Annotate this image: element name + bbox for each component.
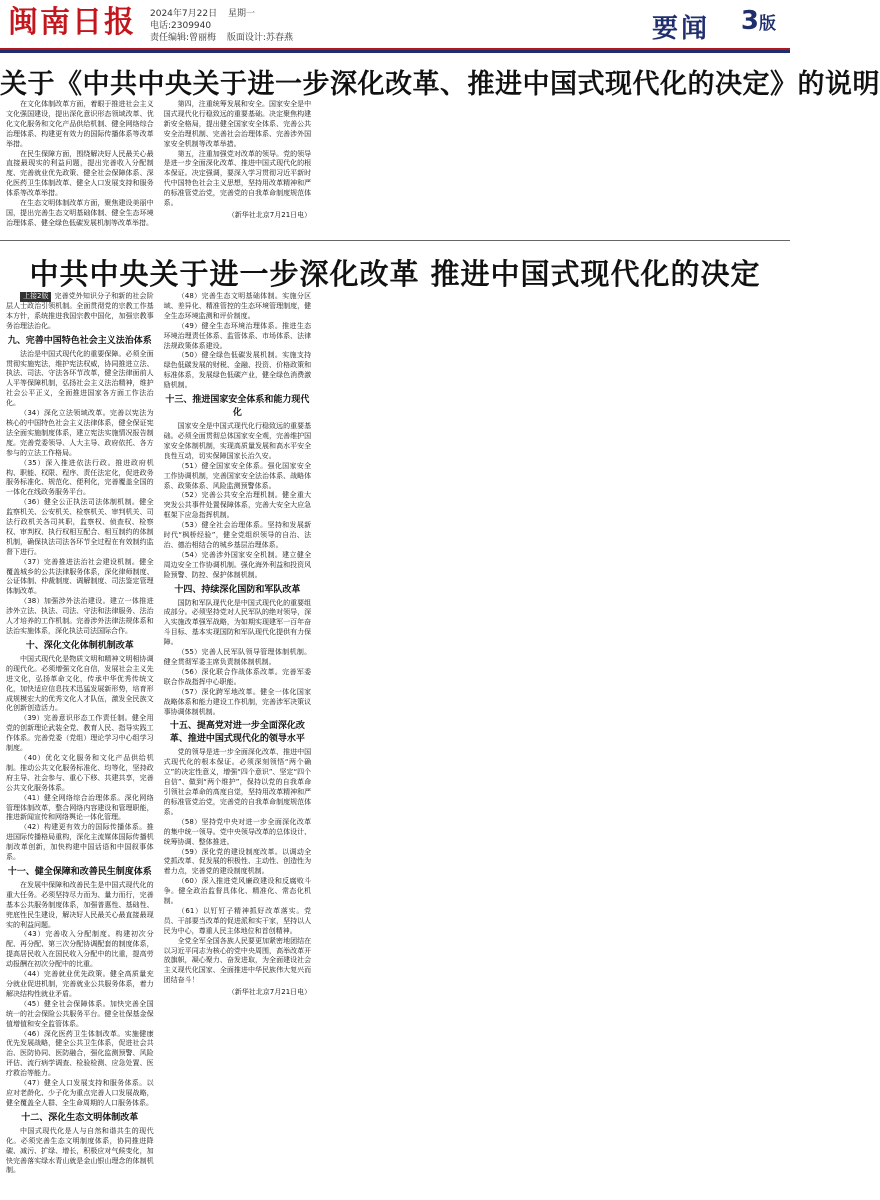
paragraph: 国防和军队现代化是中国式现代化的重要组成部分。必须坚持党对人民军队的绝对领导，深入实施改革强军战略，为如期实现建军一百年奋斗目标、基本实现国防和军队现代化提供有力保障。 (163, 598, 312, 647)
paragraph: 中国式现代化是物质文明和精神文明相协调的现代化。必须增强文化自信，发展社会主义先进文化，弘扬革命文化，传承中华优秀传统文化，加快适应信息技术迅猛发展新形势，培育形成规模宏大的优秀文化人才队伍，激发全民族文化创新创造活力。 (6, 654, 154, 713)
masthead (0, 0, 790, 50)
paragraph: 中国式现代化是人与自然和谐共生的现代化。必须完善生态文明制度体系，协同推进降碳、减污、扩绿、增长，积极应对气候变化，加快完善落实绿水青山就是金山银山理念的体制机制。 (6, 1126, 154, 1175)
paragraph: （38）加强涉外法治建设。建立一体推进涉外立法、执法、司法、守法和法律服务、法治人才培养的工作机制。完善涉外法律法规体系和法治实施体系，深化执法司法国际合作。 (6, 597, 154, 635)
paragraph: （42）构建更有效力的国际传播体系。推进国际传播格局重构，深化主流媒体国际传播机制改革创新，加快构建中国话语和中国叙事体系。 (6, 823, 154, 862)
issue-weekday: 星期一 (227, 9, 255, 19)
section-heading: 十、深化文化体制机制改革 (25, 640, 134, 651)
intro-paragraph (6, 292, 154, 332)
section-heading: 十二、深化生态文明体制改革 (21, 1112, 139, 1123)
paragraph: （46）深化医药卫生体制改革。实施健康优先发展战略，健全公共卫生体系，促进社会共治、医防协同、医防融合，强化监测预警、风险评估、流行病学调查、检验检测、应急处置、医疗救治等能力。 (6, 1029, 154, 1078)
byline-badge: 上接2版 (20, 292, 51, 302)
paragraph: 在生态文明体制改革方面，聚焦建设美丽中国，提出完善生态文明基础体制、健全生态环境治理体系、健全绿色低碳发展机制等改革举措。 (6, 199, 154, 227)
editor: 责任编辑:曾丽梅 (150, 33, 217, 43)
paragraph: （54）完善涉外国家安全机制。建立健全周边安全工作协调机制。强化海外利益和投资风险预警、防控、保护体制机制。 (163, 550, 312, 579)
paragraph: （34）深化立法领域改革。完善以宪法为核心的中国特色社会主义法律体系，健全保证宪法全面实施制度体系，建立宪法实施情况报告制度。完善党委领导、人大主导、政府依托、各方参与的立法工作格局。 (6, 409, 154, 457)
paragraph: （39）完善意识形态工作责任制。健全用党的创新理论武装全党、教育人民、指导实践工作体系。完善党委（党组）理论学习中心组学习制度。 (6, 714, 154, 753)
article-divider (0, 240, 790, 241)
paragraph: （37）完善推进法治社会建设机制。健全覆盖城乡的公共法律服务体系，深化律师制度、公证体制、仲裁制度、调解制度、司法鉴定管理体制改革。 (6, 557, 154, 596)
paragraph: （58）坚持党中央对进一步全面深化改革的集中统一领导。党中央领导改革的总体设计、统筹协调、整体推进。 (163, 817, 312, 846)
paragraph: （40）优化文化服务和文化产品供给机制。推动公共文化服务标准化、均等化，坚持政府主导、社会参与、重心下移、共建共享，完善公共文化服务体系。 (6, 753, 154, 792)
paragraph: （41）健全网络综合治理体系。深化网络管理体制改革，整合网络内容建设和管理职能，推进新闻宣传和网络舆论一体化管理。 (6, 793, 154, 822)
page-unit: 版 (759, 14, 776, 34)
paragraph: （60）深入推进党风廉政建设和反腐败斗争。健全政治监督具体化、精准化、常态化机制。 (163, 877, 312, 906)
newspaper-logo: 闽南日报 (8, 5, 136, 40)
paragraph: （53）健全社会治理体系。坚持和发展新时代“枫桥经验”，健全党组织领导的自治、法治、德治相结合的城乡基层治理体系。 (163, 521, 312, 549)
paragraph: （47）健全人口发展支持和服务体系。以应对老龄化、少子化为重点完善人口发展战略，健全覆盖全人群、全生命周期的人口服务体系。 (6, 1079, 154, 1107)
paragraph: 第四，注重统筹发展和安全。国家安全是中国式现代化行稳致远的重要基础。决定聚焦构建新安全格局，提出健全国家安全体系、完善公共安全治理机制、完善社会治理体系、完善涉外国家安全机制等改革举措。 (163, 100, 312, 148)
section-heading: 九、完善中国特色社会主义法治体系 (7, 335, 152, 346)
page-number-digit: 3 (740, 6, 759, 36)
paragraph: 全党全军全国各族人民要更加紧密地团结在以习近平同志为核心的党中央周围，高举改革开放旗帜，凝心聚力、奋发进取，为全面建设社会主义现代化国家、全面推进中华民族伟大复兴而团结奋斗！ (163, 936, 312, 985)
page-number (741, 6, 776, 36)
section-heading: 十五、提高党对进一步全面深化改革、推进中国式现代化的领导水平 (169, 721, 305, 745)
paragraph: 第五，注重加强党对改革的领导。党的领导是进一步全面深化改革、推进中国式现代化的根本保证。决定强调，要深入学习贯彻习近平新时代中国特色社会主义思想，坚持用改革精神和严的标准管党治党，完善党的自我革命制度规范体系。 (163, 149, 312, 208)
section-heading: 十四、持续深化国防和军队改革 (174, 584, 301, 595)
paragraph: （36）健全公正执法司法体制机制。健全监察机关、公安机关、检察机关、审判机关、司法行政机关各司其职，监察权、侦查权、检察权、审判权、执行权相互配合、相互制约的体制机制，确保执法司法各环节全过程在有效制约监督下进行。 (6, 498, 154, 556)
paragraph: （52）完善公共安全治理机制。健全重大突发公共事件处置保障体系，完善大安全大应急框架下应急指挥机制。 (163, 491, 312, 520)
paragraph: （59）深化党的建设制度改革。以调动全党抓改革、促发展的积极性、主动性、创造性为着力点，完善党的建设制度机制。 (163, 847, 312, 876)
article1-body (6, 100, 784, 238)
masthead-rule (0, 50, 790, 53)
paragraph: 党的领导是进一步全面深化改革、推进中国式现代化的根本保证。必须深刻领悟“两个确立”的决定性意义，增强“四个意识”、坚定“四个自信”、做到“两个维护”，保持以党的自我革命引领社会革命的高度自觉，坚持用改革精神和严的标准管党治党，完善党的自我革命制度规范体系。 (163, 748, 312, 816)
article1 (6, 100, 784, 238)
paragraph: （57）深化跨军地改革。健全一体化国家战略体系和能力建设工作机制，完善涉军决策议事协调体制机制。 (163, 687, 312, 716)
paragraph: （55）完善人民军队领导管理体制机制。健全贯彻军委主席负责制体制机制。 (163, 648, 312, 666)
signature: （新华社北京7月21日电） (227, 210, 312, 219)
paragraph: （61）以钉钉子精神抓好改革落实。党员、干部要当改革的促进派和实干家，坚持以人民为中心，尊重人民主体地位和首创精神。 (163, 906, 312, 935)
signature: （新华社北京7月21日电） (227, 988, 312, 997)
designer: 版面设计:苏春燕 (226, 33, 293, 43)
paragraph: 国家安全是中国式现代化行稳致远的重要基础。必须全面贯彻总体国家安全观，完善维护国家安全体制机制，实现高质量发展和高水平安全良性互动，切实保障国家长治久安。 (163, 422, 312, 460)
intro-text: 完善党外知识分子和新的社会阶层人士政治引领机制。全面贯彻党的宗教工作基本方针，系统推进我国宗教中国化，加强宗教事务治理法治化。 (6, 292, 154, 330)
paragraph: （48）完善生态文明基础体制。实施分区域、差异化、精准管控的生态环境管理制度，健全生态环境监测和评价制度。 (163, 292, 312, 320)
paragraph: （35）深入推进依法行政。推进政府机构、职能、权限、程序、责任法定化，促进政务服务标准化、规范化、便利化，完善覆盖全国的一体化在线政务服务平台。 (6, 458, 154, 497)
paragraph: 在发展中保障和改善民生是中国式现代化的重大任务。必须坚持尽力而为、量力而行，完善基本公共服务制度体系，加强普惠性、基础性、兜底性民生建设，解决好人民最关心最直接最现实的利益问题。 (6, 880, 154, 929)
paragraph: （49）健全生态环境治理体系。推进生态环境治理责任体系、监管体系、市场体系、法律法规政策体系建设。 (163, 321, 312, 350)
paragraph: （43）完善收入分配制度。构建初次分配、再分配、第三次分配协调配套的制度体系，提高居民收入在国民收入分配中的比重，提高劳动报酬在初次分配中的比重。 (6, 930, 154, 969)
section-name: 要闻 (651, 14, 710, 44)
article2-headline: 中共中央关于进一步深化改革 推进中国式现代化的决定 (29, 257, 761, 291)
article2 (6, 292, 784, 1196)
section-heading: 十三、推进国家安全体系和能力现代化 (165, 395, 310, 419)
section-heading: 十一、健全保障和改善民生制度体系 (7, 866, 152, 877)
article2-body (6, 292, 784, 1196)
paragraph: （56）深化联合作战体系改革。完善军委联合作战指挥中心职能。 (163, 667, 312, 686)
paragraph: （44）完善就业优先政策。健全高质量充分就业促进机制，完善就业公共服务体系，着力解决结构性就业矛盾。 (6, 970, 154, 998)
issue-meta (150, 8, 301, 44)
paragraph: （45）健全社会保障体系。加快完善全国统一的社会保险公共服务平台。健全社保基金保值增值和安全监管体系。 (6, 999, 154, 1028)
paragraph: 在文化体制改革方面，着眼于推进社会主义文化强国建设，提出深化意识形态领域改革、优化文化服务和文化产品供给机制、健全网络综合治理体系、构建更有效力的国际传播体系等改革举措。 (6, 100, 154, 148)
paragraph: 法治是中国式现代化的重要保障。必须全面贯彻实施宪法，维护宪法权威，协同推进立法、执法、司法、守法各环节改革，健全法律面前人人平等保障机制，弘扬社会主义法治精神，维护社会公平正义，全面推进国家各方面工作法治化。 (6, 349, 154, 408)
phone: 电话:2309940 (150, 21, 212, 31)
paragraph: 在民生保障方面，围绕解决好人民最关心最直接最现实的利益问题，提出完善收入分配制度、完善就业优先政策、健全社会保障体系、深化医药卫生体制改革、健全人口发展支持和服务体系等改革举措。 (6, 149, 154, 198)
paragraph: （51）健全国家安全体系。强化国家安全工作协调机制，完善国家安全法治体系、战略体系、政策体系、风险监测预警体系。 (163, 461, 312, 490)
paragraph: （50）健全绿色低碳发展机制。实施支持绿色低碳发展的财税、金融、投资、价格政策和标准体系，发展绿色低碳产业，健全绿色消费激励机制。 (163, 351, 312, 390)
issue-date: 2024年7月22日 (150, 9, 218, 19)
article1-headline: 关于《中共中央关于进一步深化改革、推进中国式现代化的决定》的说明 (0, 69, 880, 100)
